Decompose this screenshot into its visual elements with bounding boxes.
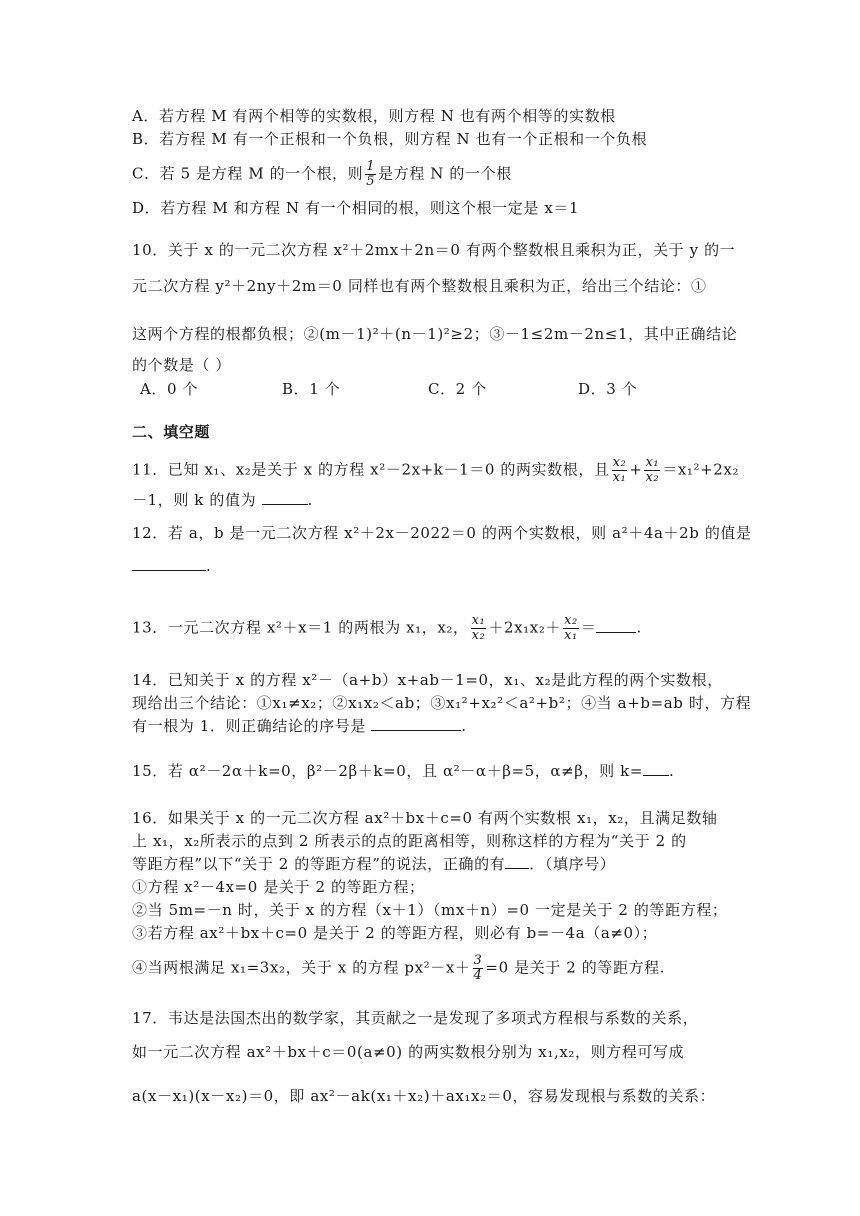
q16-line-1: 16．如果关于 x 的一元二次方程 ax²＋bx＋c=0 有两个实数根 x₁，x₂，且满足数轴 bbox=[132, 809, 718, 827]
fraction-numerator: x₂ bbox=[564, 613, 578, 628]
q11-line-1: 11．已知 x₁、x₂是关于 x 的方程 x²－2x+k－1＝0 的两实数根，且 $\frac{\text{x₂}}{\text{x₁}}$ + $\frac{\text{x₁}}{\text{x₂}}$ ＝x₁²+2x₂ bbox=[132, 455, 740, 485]
fraction-denominator: 5 bbox=[366, 174, 376, 189]
q13-text-mid: ＋2x₁x₂＋ bbox=[488, 618, 562, 637]
q13-answer-blank bbox=[596, 618, 636, 633]
q16-line-3-tail: ．（填序号） bbox=[529, 855, 616, 873]
fraction-denominator: x₁ bbox=[612, 470, 627, 485]
q13-line bbox=[132, 614, 642, 643]
fraction-numerator: x₁ bbox=[645, 455, 660, 470]
q12-line-2 bbox=[132, 556, 211, 576]
fraction-numerator: 3 bbox=[473, 953, 483, 968]
q15-text: 15．若 α²－2α＋k=0，β²－2β＋k=0，且 α²－α＋β=5，α≠β，则 k= bbox=[132, 762, 643, 780]
q16-item-4 bbox=[132, 954, 665, 983]
q10-line-2: 元二次方程 y²＋2ny＋2m＝0 同样也有两个整数根且乘积为正，给出三个结论：① bbox=[132, 277, 707, 295]
q15-period: . bbox=[669, 762, 675, 780]
q13-period: . bbox=[636, 618, 642, 637]
fraction-numerator: x₁ bbox=[471, 613, 486, 628]
q13-equals: ＝ bbox=[580, 618, 597, 637]
q14-period: . bbox=[461, 717, 467, 735]
q16-item-2: ②当 5m=－n 时，关于 x 的方程（x＋1）（mx＋n）=0 一定是关于 2 的等距方程； bbox=[132, 901, 728, 919]
q9-option-c-text: C．若 5 是方程 M 的一个根，则 bbox=[132, 164, 364, 183]
q12-answer-blank bbox=[132, 556, 206, 571]
x1-over-x2-fraction bbox=[471, 614, 487, 643]
x2-over-x1-fraction bbox=[563, 614, 579, 643]
q16-item-1: ①方程 x²－4x=0 是关于 2 的等距方程； bbox=[132, 878, 425, 896]
one-fifth-fraction bbox=[365, 160, 376, 189]
q14-answer-blank bbox=[371, 716, 461, 731]
q11-answer-blank bbox=[262, 490, 308, 505]
fraction-denominator: x₁ bbox=[564, 628, 578, 643]
q16-line-3 bbox=[132, 854, 615, 874]
three-quarters-fraction bbox=[473, 954, 484, 983]
q10-line-3: 这两个方程的根都负根；②(m－1)²＋(n－1)²≥2；③－1≤2m－2n≤1，其中正确结论 bbox=[132, 325, 738, 343]
q17-line-1: 17．韦达是法国杰出的数学家，其贡献之一是发现了多项式方程根与系数的关系， bbox=[132, 1009, 699, 1027]
fraction-numerator: x₂ bbox=[612, 455, 627, 470]
fraction-denominator: x₂ bbox=[471, 628, 486, 643]
q14-line-1: 14．已知关于 x 的方程 x²－（a+b）x+ab－1=0，x₁、x₂是此方程的两个实数根， bbox=[132, 671, 723, 689]
q11-line-2-text: －1，则 k 的值为 bbox=[132, 491, 262, 509]
q14-line-2: 现给出三个结论：①x₁≠x₂；②x₁x₂＜ab；③x₁²+x₂²＜a²+b²；④当 a+b=ab 时，方程 bbox=[132, 694, 752, 712]
fraction-denominator: 4 bbox=[473, 968, 483, 983]
q11-text: 11．已知 x₁、x₂是关于 x 的方程 x²－2x+k－1＝0 的两实数根，且 bbox=[132, 460, 610, 479]
q13-text: 13．一元二次方程 x²＋x＝1 的两根为 x₁，x₂， bbox=[132, 618, 469, 637]
x2-over-x1-fraction bbox=[612, 456, 628, 485]
q11-text-tail: ＝x₁²+2x₂ bbox=[662, 460, 740, 479]
q10-option-a: A．0 个 bbox=[140, 380, 199, 398]
q16-item-4-tail: =0 是关于 2 的等距方程. bbox=[485, 958, 666, 977]
q16-line-2: 上 x₁，x₂所表示的点到 2 所表示的点的距离相等，则称这样的方程为“关于 2 的 bbox=[132, 832, 687, 850]
q15-answer-blank bbox=[643, 761, 669, 776]
q11-period: . bbox=[307, 491, 313, 509]
q12-line-1: 12．若 a，b 是一元二次方程 x²＋2x－2022＝0 的两个实数根，则 a²＋4a＋2b 的值是 bbox=[132, 524, 752, 542]
q9-option-b: B．若方程 M 有一个正根和一个负根，则方程 N 也有一个正根和一个负根 bbox=[132, 130, 648, 148]
q15-line bbox=[132, 761, 674, 781]
q9-option-c-tail: 是方程 N 的一个根 bbox=[378, 164, 512, 183]
fraction-numerator: 1 bbox=[366, 159, 376, 174]
q11-line-2 bbox=[132, 490, 313, 510]
q10-option-c: C．2 个 bbox=[428, 380, 487, 398]
section-heading-fill-blank: 二、填空题 bbox=[132, 423, 211, 441]
q9-option-d: D．若方程 M 和方程 N 有一个相同的根，则这个根一定是 x＝1 bbox=[132, 199, 580, 217]
q10-line-4: 的个数是（ ） bbox=[132, 356, 231, 374]
q9-option-a: A．若方程 M 有两个相等的实数根，则方程 N 也有两个相等的实数根 bbox=[132, 107, 616, 125]
q10-option-d: D．3 个 bbox=[578, 380, 638, 398]
q9-option-c bbox=[132, 160, 512, 189]
q12-period: . bbox=[206, 557, 212, 575]
q10-line-1: 10．关于 x 的一元二次方程 x²＋2mx＋2n＝0 有两个整数根且乘积为正，关于 y 的一 bbox=[132, 241, 736, 259]
q16-line-3-text: 等距方程”以下“关于 2 的等距方程”的说法，正确的有 bbox=[132, 855, 506, 873]
x1-over-x2-fraction bbox=[644, 456, 660, 485]
q14-line-3-text: 有一根为 1．则正确结论的序号是 bbox=[132, 717, 372, 735]
fraction-denominator: x₂ bbox=[645, 470, 660, 485]
q16-item-4-text: ④当两根满足 x₁=3x₂，关于 x 的方程 px²－x＋ bbox=[132, 958, 471, 977]
q16-answer-blank bbox=[505, 854, 529, 869]
q17-line-3: a(x－x₁)(x－x₂)＝0，即 ax²－ak(x₁＋x₂)＋ax₁x₂＝0，容易发现根与系数的关系： bbox=[132, 1087, 716, 1105]
q17-line-2: 如一元二次方程 ax²＋bx＋c＝0(a≠0) 的两实数根分别为 x₁,x₂，则方程可写成 bbox=[132, 1043, 685, 1061]
q16-item-3: ③若方程 ax²＋bx＋c=0 是关于 2 的等距方程，则必有 b=－4a（a≠0）； bbox=[132, 924, 658, 942]
q14-line-3 bbox=[132, 716, 467, 736]
q10-option-b: B．1 个 bbox=[282, 380, 341, 398]
